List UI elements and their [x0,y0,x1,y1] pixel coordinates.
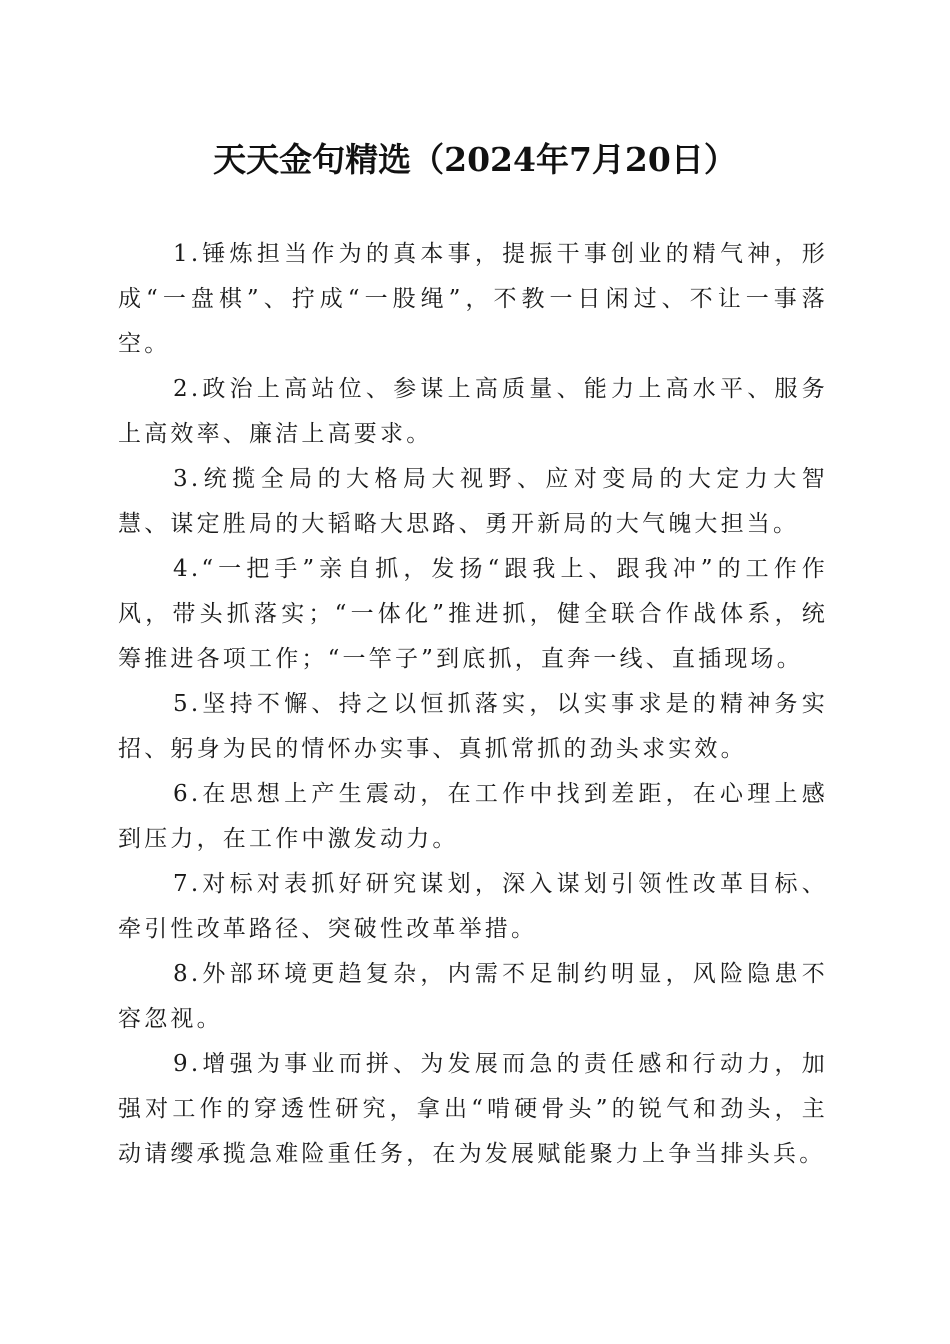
paragraph-3: 3.统揽全局的大格局大视野、应对变局的大定力大智慧、谋定胜局的大韬略大思路、勇开新局的大气魄大担当。 [118,466,828,537]
paragraph-5: 5.坚持不懈、持之以恒抓落实，以实事求是的精神务实招、躬身为民的情怀办实事、真抓常抓的劲头求实效。 [118,691,828,762]
paragraph-4: 4.“一把手”亲自抓，发扬“跟我上、跟我冲”的工作作风，带头抓落实；“一体化”推进抓，健全联合作战体系，统筹推进各项工作；“一竿子”到底抓，直奔一线、直插现场。 [118,556,828,672]
paragraph-2: 2.政治上高站位、参谋上高质量、能力上高水平、服务上高效率、廉洁上高要求。 [118,376,828,447]
document-title: 天天金句精选（2024年7月20日） [213,140,737,179]
document-body [118,232,828,1177]
paragraph-7: 7.对标对表抓好研究谋划，深入谋划引领性改革目标、牵引性改革路径、突破性改革举措。 [118,871,828,942]
paragraph-9: 9.增强为事业而拼、为发展而急的责任感和行动力，加强对工作的穿透性研究，拿出“啃硬骨头”的锐气和劲头，主动请缨承揽急难险重任务，在为发展赋能聚力上争当排头兵。 [118,1051,828,1167]
paragraph-1: 1.锤炼担当作为的真本事，提振干事创业的精气神，形成“一盘棋”、拧成“一股绳”，不教一日闲过、不让一事落空。 [118,241,828,357]
paragraph-6: 6.在思想上产生震动，在工作中找到差距，在心理上感到压力，在工作中激发动力。 [118,781,828,852]
paragraph-8: 8.外部环境更趋复杂，内需不足制约明显，风险隐患不容忽视。 [118,961,828,1032]
